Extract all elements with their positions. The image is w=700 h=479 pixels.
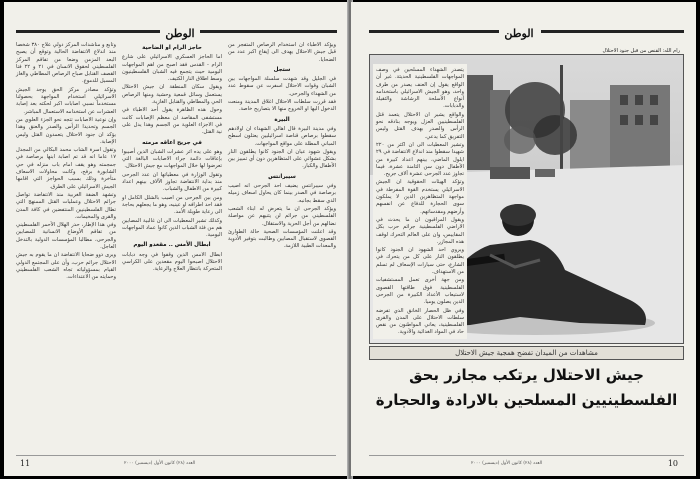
article-paragraph: ابطال الامس الذين وقفوا في وجه دبابات الاحتلال اصبحوا اليوم مقعدين على الكراسي المتحركة بانتظار العلاج والرعاية. [122, 251, 222, 273]
header-rule-left [16, 30, 164, 33]
article-paragraph: وتقول اسرة الشاب محمد البكالي من المجدل ١٧ عاما انه قد تم اصابة ابنها برصاصة في جمجمته وهو يقف امام باب منزله في حي الشابورة برفح، وكانت محاولات الاسعاف متأخرة وذلك بسبب الحواجز التي اقامها الجيش الاسرائيلي على الطرق. [16, 147, 116, 190]
footer-issue: العدد (٢٨) كانون الأول (ديسمبر) ٢٠٠٠ [124, 461, 196, 466]
footer-rule [16, 455, 336, 456]
article-paragraph: وحول هذه الظاهرة يقول أحد الاطباء في مستشفى المقاصد ان معظم الإصابات كانت في الاجزاء العلوية من الجسم وهذا يدل على نية القتل. [122, 107, 222, 136]
article-paragraph: اما الحاجز العسكري الاسرائيلي على شارع الرام - القدس فقد اصبح من اهم المواجهات اليومية حيث يتجمع فيه الشبان الفلسطينيون وسط اطلاق النار الكثيف. [122, 54, 222, 83]
article-paragraph: وفي مدينة البيرة قال اهالي الشهداء ان اولادهم سقطوا برصاص قناصة اسرائيليين يعتلون اسطح المباني المطلة على مواقع المواجهات. [228, 125, 336, 147]
article-column-left [16, 42, 116, 437]
column-subhead: ابطال الأمس .. مقعدو اليوم [133, 242, 211, 249]
article-paragraph: وتؤكد مصادر مركز الحق يوجد الجيش الاسرائيلي استخدام المواجهة بحصولنا مستخدماً نسبي اصابات اكبر لحكته بعد إصابة العشرات عن استخدامه الاستعمال المباشر. [16, 86, 116, 115]
footer-rule [369, 455, 684, 456]
page-number: 11 [20, 459, 31, 468]
article-paragraph: والواقع يشير ان الاحتلال يتعمد قتل الفلسطينيين العزل ويوجه بنادقه نحو الرأس والصدر بهدف القتل وليس التفريق كما يدعي. [376, 111, 464, 140]
article-paragraph: وتقول الوزارة في معطياتها ان عدد الجرحى منذ بداية الانتفاضة تجاوز الآلاف بينهم اعداد كبيرة من الاطفال والشباب. [122, 171, 222, 193]
article-paragraph: وكذلك تشير المعطيات الى ان غالبية المصابين هم من فئة الشباب الذين كانوا عماد المواجهات اليومية. [122, 217, 222, 239]
article-column-right [228, 42, 336, 437]
column-subhead: ستجل [273, 66, 291, 73]
magazine-logo: الوطن [499, 26, 539, 40]
article-paragraph: ويرى ذوو ضحايا الانتفاضة ان ما يقوم به جيش الاحتلال جرائم حرب، وأن على المجتمع الدولي القيام بمسؤولياته تجاه الشعب الفلسطيني وحمايته من الاعتداءات. [16, 252, 116, 281]
article-paragraph: وتؤكد الهيئات الحقوقية ان الجيش الاسرائيلي يستخدم القوة المفرطة في مواجهة المتظاهرين الذين لا يملكون سوى الحجارة للدفاع عن انفسهم وأرضهم ومقدساتهم. [376, 179, 464, 215]
headline-line-1: جيش الاحتلال يرتكب مجازر بحق [409, 366, 644, 384]
article-paragraph: ويؤكد الجرحى ان ما يتعرض له ابناء الشعب الفلسطيني من جرائم لن يثنيهم عن مواصلة نضالهم من أجل الحرية والاستقلال. [228, 205, 336, 227]
article-paragraph: وفي سيبرانتس يضيف احد الجرحى انه اصيب برصاصة في الصدر بينما كان يحاول اسعاف زميله الذي سقط بجانبه. [228, 183, 336, 204]
page-number: 10 [667, 459, 678, 468]
right-page [351, 2, 696, 476]
article-paragraph: ويقول المراقبون ان ما يحدث في الاراضي الفلسطينية جرائم حرب بكل المقاييس، وان على العالم التحرك لوقف هذه المجازر. [376, 216, 464, 245]
article-paragraph: ومن بين الجرحى من اصيب بالشلل الكامل او فقد احد اطرافه او عينيه، وهو ما يجعلهم بحاجة الى رعاية طويلة الأمد. [122, 194, 222, 216]
article-paragraph: ويروي احد الشهود ان الجنود كانوا يطلقون النار على كل من يتحرك في الشارع، حتى سيارات الإسعاف لم تسلم من الاستهداف. [376, 247, 464, 276]
footer-issue: العدد (٢٨) كانون الأول (ديسمبر) ٢٠٠٠ [471, 461, 543, 466]
article-paragraph: في الجليل وقد شهدت سلسلة المواجهات بين الشبان وقوات الاحتلال اسفرت عن سقوط عدد من الشهداء والجرحى. [228, 76, 336, 97]
article-paragraph: فقد قررت سلطات الاحتلال اغلاق المدينة ومنعت الدخول اليها او الخروج منها الا بتصاريح خاصة. [228, 99, 336, 113]
article-paragraph: وتابع و مناشدات المركز دولي علاج ٣٨٠ شخصا منذ اندلاع الانتفاضة الحالية وتوقع أن يصبح البعد المزمن وضعا من تفاقم المركز الفلسطيني لحقوق الانسان في ٢١ و ٢٢ فتا القصف القنابل صباح الرصاص المطاطي والغاز المسيل للدموع. [16, 42, 116, 85]
left-page [4, 2, 349, 476]
article-paragraph: وفي ظل الحصار الخانق الذي تفرضه سلطات الاحتلال على المدن والقرى الفلسطينية، يعاني المواطنون من نقص حاد في المواد الغذائية والأدوية. [376, 307, 464, 336]
magazine-logo: الوطن [160, 26, 200, 40]
column-subhead: في جريح اعاقه مرمته [142, 139, 202, 146]
article-column-middle [122, 42, 222, 437]
header-rule-right [541, 30, 684, 33]
article-column-right-page [373, 64, 467, 339]
article-paragraph: ومن جهة أخرى تعمل المستشفيات الفلسطينية فوق طاقتها القصوى لاستيعاب الأعداد الكبيرة من الجرحى الذين يصلون يوميا. [376, 277, 464, 306]
article-paragraph: وهو على يده اثر عشرات الشبان الذين أصيبوا بإعاقات دائمة جراء الاصابات البالغة التي تعرضوا لها خلال المواجهات مع جيش الاحتلال. [122, 148, 222, 170]
headline-line-2: الفلسطينيين المسلحين بالارادة والحجارة [375, 391, 678, 409]
article-paragraph: وتشير المعطيات الى ان اكثر من ٢٢٠ شهيدا سقطوا منذ اندلاع الانتفاضة في ٢٩ ايلول الماضي، بينهم اعداد كبيرة من الأطفال دون سن الثامنة عشرة، فيما تجاوز عدد الجرحى عشرة آلاف جريح. [376, 141, 464, 178]
photo-caption: رام الله: القنص من قبل جنود الاحتلال [602, 48, 680, 54]
article-paragraph: وفي هذا الإطار، حذر الهلال الأحمر الفلسطيني من تفاقم الأوضاع الانسانية للمصابين والجرحى، مطالبا المؤسسات الدولية بالتدخل العاجل. [16, 222, 116, 251]
article-paragraph: يتصدر الشهداء المسلحين في وصف المواجهات الفلسطينية الحديثة. غير أن الواقع يقول إن العنف يصدر من طرف واحد، وهو الجيش الاسرائيلي باستخدامه أنواع الأسلحة الرشاشة والثقيلة والدبابات. [376, 67, 464, 110]
column-subhead: سيبرانتس [268, 173, 296, 180]
overtitle: مشاهدات من الميدان تفضح همجية جيش الاحتلال [369, 346, 684, 360]
article-paragraph: ويؤكد الاطباء ان استخدام الرصاص المتفجر من قبل جيش الاحتلال يهدف الى إيقاع اكبر عدد من الضحايا. [228, 42, 336, 63]
article-paragraph: وإن نوعية الاصابات تتجه نحو الجزء العلوي من الجسم وتحديدا الرأس والصدر والعنق وهذا يؤكد ان جنود الاحتلال يتعمدون القتل وليس الإصابة. [16, 116, 116, 145]
article-paragraph: ويقول شهود عيان ان الجنود كانوا يطلقون النار بشكل عشوائي على المتظاهرين دون أي تمييز بين الأطفال والكبار. [228, 148, 336, 170]
article-paragraph: وقد اعلنت المؤسسات الصحية حالة الطوارئ القصوى لاستقبال المصابين وطالبت بتوفير الأدوية والمعدات الطبية اللازمة. [228, 228, 336, 250]
header-rule-right [199, 30, 337, 33]
header-rule-left [369, 30, 499, 33]
column-subhead: البيرة [274, 116, 290, 123]
article-paragraph: وتشهد الضفة الغربية منذ الانتفاضة تواصل جرائم الاحتلال وعمليات القتل الممنهج التي تطال الفلسطينيين المنتفضين في كافة المدن والقرى والمخيمات. [16, 191, 116, 220]
article-paragraph: ويقول سكان المنطقة ان جيش الاحتلال يستعمل وسائل قمعية وحشية ومنها الرصاص الحي والمطاطي والقنابل الغازية. [122, 84, 222, 106]
column-subhead: حاجز الرام او الضاحية [142, 45, 202, 51]
